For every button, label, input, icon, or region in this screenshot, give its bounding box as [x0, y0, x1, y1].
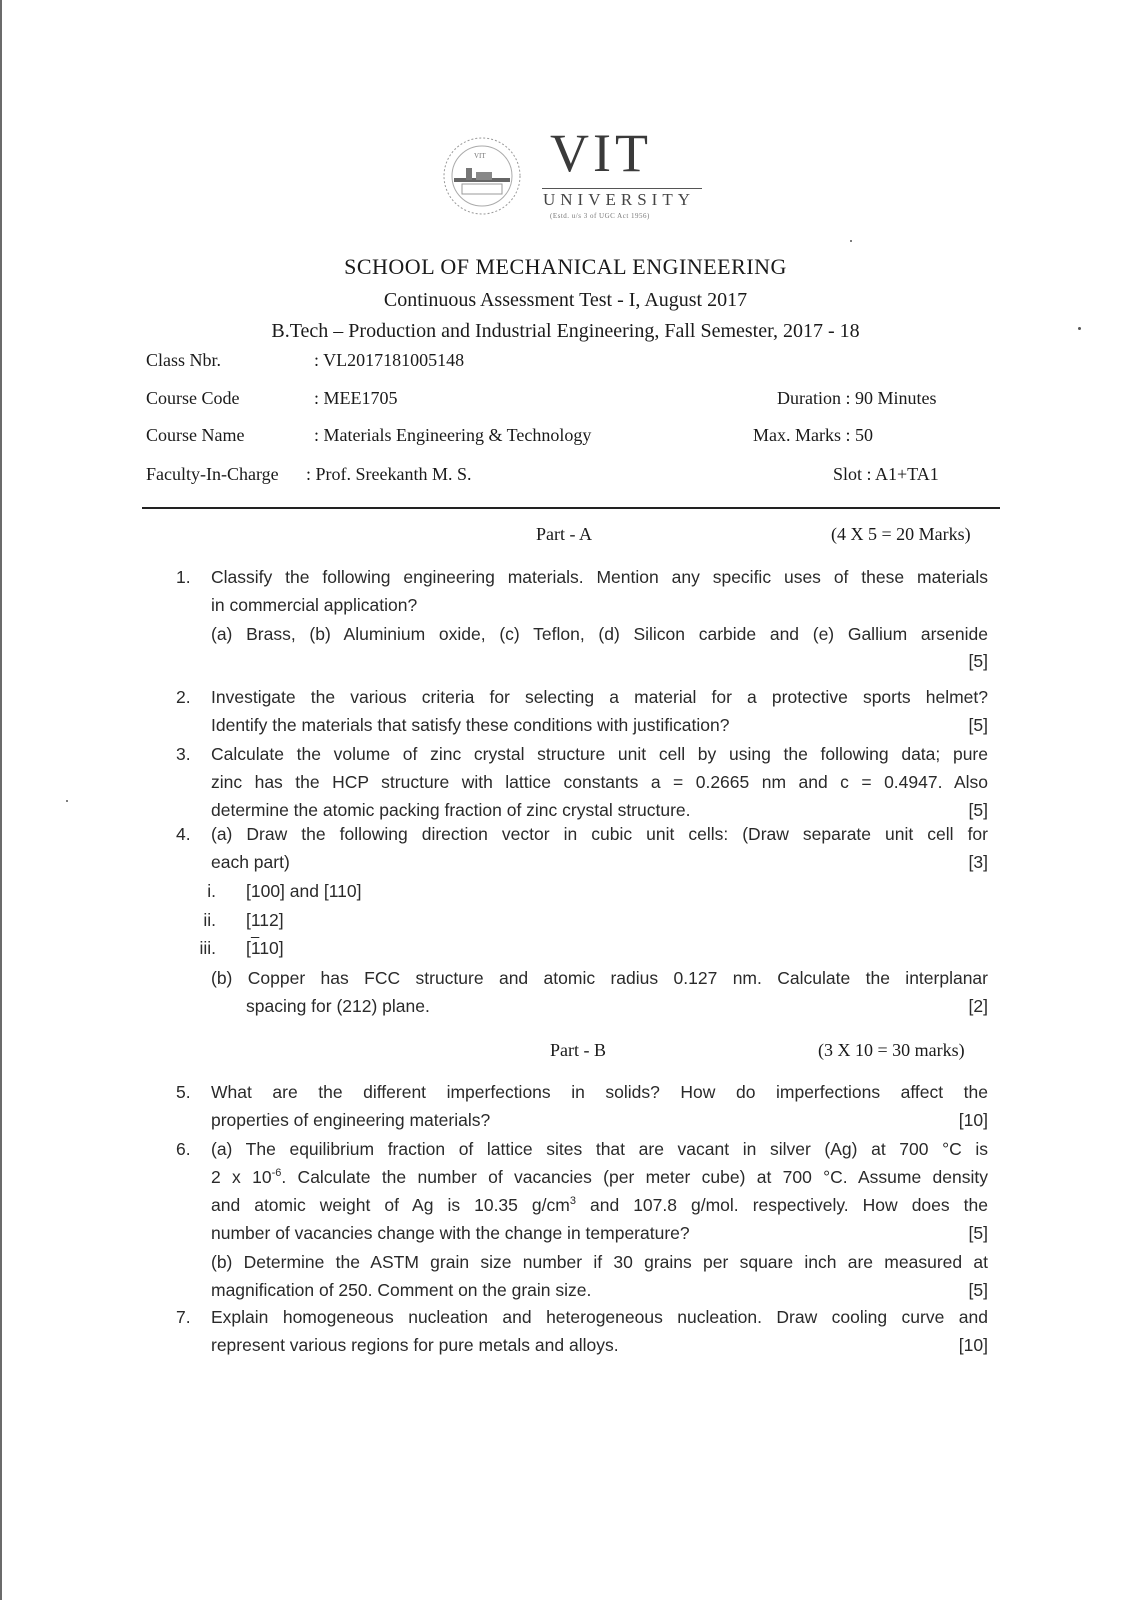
question-text: zinc has the HCP structure with lattice constants a = 0.2665 nm and c = 0.4947. Also [211, 772, 988, 792]
header-divider [142, 507, 1000, 509]
part-a-title: Part - A [536, 524, 592, 544]
question-number: 5. [176, 1082, 191, 1102]
question-text [211, 1163, 988, 1191]
question-text: Investigate the various criteria for selecting a material for a protective sports helmet? [211, 687, 988, 707]
faculty-value: : Prof. Sreekanth M. S. [306, 464, 472, 484]
question-marks: [5] [968, 1280, 988, 1300]
question-text: properties of engineering materials? [211, 1110, 491, 1130]
part-a-marks: (4 X 5 = 20 Marks) [831, 524, 971, 544]
superscript: 3 [569, 1195, 576, 1208]
faculty-label: Faculty-In-Charge [146, 464, 279, 484]
question-number: 4. [176, 824, 191, 844]
subitem-text: [112] [246, 910, 284, 930]
question-text: Explain homogeneous nucleation and heterogeneous nucleation. Draw cooling curve and [211, 1307, 988, 1327]
course-code-value: : MEE1705 [314, 388, 398, 408]
text-run: . Calculate the number of vacancies (per meter cube) at 700 °C. Assume density [281, 1167, 988, 1187]
question-text: (a) The equilibrium fraction of lattice sites that are vacant in silver (Ag) at 700 °C is [211, 1139, 988, 1159]
exam-title: Continuous Assessment Test - I, August 2017 [383, 289, 748, 311]
part-b-marks: (3 X 10 = 30 marks) [818, 1040, 965, 1060]
logo-wordmark: VIT [550, 123, 652, 183]
program-title: B.Tech – Production and Industrial Engineering, Fall Semester, 2017 - 18 [271, 320, 860, 342]
question-marks: [10] [958, 1335, 988, 1355]
scan-speck [66, 800, 68, 802]
question-marks: [5] [968, 651, 988, 671]
duration: Duration : 90 Minutes [777, 388, 937, 408]
scan-edge [0, 0, 2, 1600]
question-text: number of vacancies change with the change in temperature? [211, 1223, 690, 1243]
class-nbr-label: Class Nbr. [146, 350, 222, 370]
max-marks: Max. Marks : 50 [753, 425, 873, 445]
course-name-label: Course Name [146, 425, 245, 445]
scan-speck [1078, 327, 1081, 330]
overbar-digit: 1 [250, 938, 260, 958]
svg-text:VIT: VIT [474, 152, 486, 160]
question-text: Classify the following engineering materials. Mention any specific uses of these materials [211, 567, 988, 587]
university-seal-icon [440, 134, 524, 218]
text-run: 2 x 10 [211, 1167, 272, 1187]
question-text: determine the atomic packing fraction of zinc crystal structure. [211, 800, 691, 820]
part-b-title: Part - B [550, 1040, 606, 1060]
question-text: represent various regions for pure metals and alloys. [211, 1335, 619, 1355]
course-name-value: : Materials Engineering & Technology [314, 425, 592, 445]
bracket: [ [246, 938, 251, 958]
subitem-text [246, 934, 1023, 962]
question-text: (b) Copper has FCC structure and atomic radius 0.127 nm. Calculate the interplanar [211, 968, 988, 988]
logo-subtitle: UNIVERSITY [543, 190, 695, 209]
question-text: in commercial application? [211, 595, 418, 615]
subitem-text: [100] and [110] [246, 881, 362, 901]
slot: Slot : A1+TA1 [833, 464, 939, 484]
question-text: (a) Draw the following direction vector in cubic unit cells: (Draw separate unit cell for [211, 824, 988, 844]
question-marks: [5] [968, 715, 988, 735]
question-marks: [5] [968, 800, 988, 820]
question-text: (a) Brass, (b) Aluminium oxide, (c) Teflon, (d) Silicon carbide and (e) Gallium arsenide [211, 624, 988, 644]
question-marks: [10] [958, 1110, 988, 1130]
question-text: spacing for (212) plane. [246, 996, 430, 1016]
question-text: magnification of 250. Comment on the grain size. [211, 1280, 592, 1300]
logo-estd: (Estd. u/s 3 of UGC Act 1956) [550, 212, 650, 220]
logo-rule [542, 188, 702, 189]
subitem-number: ii. [203, 910, 216, 930]
scan-speck [850, 240, 852, 242]
question-text: What are the different imperfections in solids? How do imperfections affect the [211, 1082, 988, 1102]
bracket: 10] [259, 938, 284, 958]
text-run: and 107.8 g/mol. respectively. How does the [575, 1195, 988, 1215]
question-text: each part) [211, 852, 290, 872]
subitem-number: i. [207, 881, 216, 901]
question-number: 2. [176, 687, 191, 707]
question-number: 7. [176, 1307, 191, 1327]
question-number: 1. [176, 567, 191, 587]
vit-logo [440, 123, 720, 228]
question-text [211, 1191, 988, 1219]
question-number: 6. [176, 1139, 191, 1159]
course-code-label: Course Code [146, 388, 240, 408]
question-marks: [5] [968, 1223, 988, 1243]
subitem-number: iii. [199, 938, 216, 958]
class-nbr-value: : VL2017181005148 [314, 350, 465, 370]
question-text: Identify the materials that satisfy these conditions with justification? [211, 715, 730, 735]
question-text: Calculate the volume of zinc crystal structure unit cell by using the following data; pure [211, 744, 988, 764]
school-title: SCHOOL OF MECHANICAL ENGINEERING [344, 254, 787, 279]
question-marks: [2] [968, 996, 988, 1016]
question-text: (b) Determine the ASTM grain size number if 30 grains per square inch are measured at [211, 1252, 988, 1272]
question-marks: [3] [968, 852, 988, 872]
question-number: 3. [176, 744, 191, 764]
text-run: and atomic weight of Ag is 10.35 g/cm [211, 1195, 570, 1215]
superscript: -6 [271, 1167, 282, 1180]
